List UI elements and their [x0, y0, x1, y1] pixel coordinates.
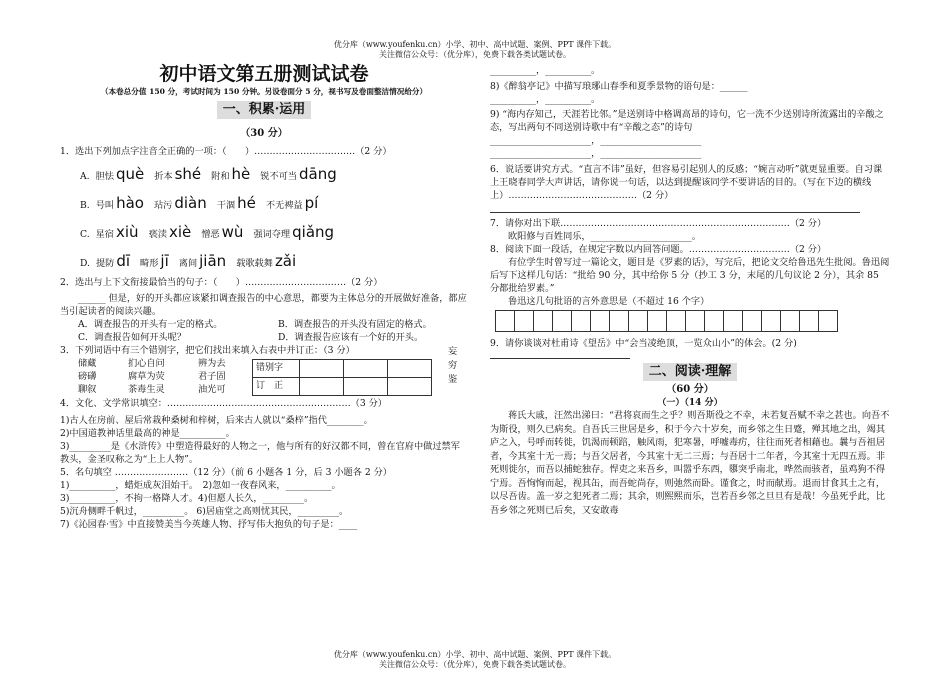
grid-cell[interactable] — [799, 310, 819, 332]
grid-cell[interactable] — [609, 310, 629, 332]
q3-table-cell[interactable] — [300, 378, 344, 396]
option-label: A. — [80, 171, 90, 182]
q3-table-cell[interactable] — [388, 360, 432, 378]
option-word: 附和 — [211, 171, 230, 182]
question-7: 7．请你对出下联…………………………………………………………………（2 分） — [490, 218, 827, 229]
question-8-text: 有位学生时曾写过一篇论文，题目是《罗素的话》，写完后，把论文交给鲁迅先生批阅。鲁迅阅后写下这样几句话：“批给 90 分，其中给你 5 分（抄工 3 分，末尾的几句议论 2 分），其余 85 分都批给罗素。” — [490, 257, 890, 294]
q3-table-cell[interactable] — [344, 360, 388, 378]
page-footer — [0, 650, 950, 670]
section-1-score: （30 分） — [240, 128, 288, 139]
grid-cell[interactable] — [704, 310, 724, 332]
section-2-score: （60 分） — [666, 384, 714, 395]
section-2-subscore: （一）（14 分） — [657, 398, 723, 408]
option-word: 不无裨益 — [265, 200, 303, 211]
pinyin: dāng — [299, 165, 337, 183]
page-header — [0, 40, 950, 60]
pinyin: wù — [221, 223, 244, 241]
option-word: 胆怯 — [95, 171, 114, 182]
grid-cell[interactable] — [742, 310, 762, 332]
grid-cell[interactable] — [514, 310, 534, 332]
q3-word: 油光可 — [198, 384, 226, 395]
right-column — [490, 64, 890, 517]
q3-word: 磅礴 — [78, 371, 97, 382]
grid-cell[interactable] — [761, 310, 781, 332]
grid-cell[interactable] — [552, 310, 572, 332]
question-2-text: ______ 但是，好的开头都应该紧扣调查报告的中心意思，都要为主体总分的开展做好准备，都应当引起读者的阅读兴趣。 — [60, 293, 467, 317]
q6-answer-line[interactable] — [490, 202, 860, 213]
pinyin: pí — [304, 194, 319, 212]
question-6: 6．说话要讲究方式。“直言不讳”虽好，但容易引起别人的反感；“婉言动听”就更显重要。自习课上王晓春同学大声讲话，请你说一句话，以达到提醒该同学不要讲话的目的。（写在下边的横线上）……………………………………（2 分） — [490, 164, 883, 201]
q2-option-a: A．调查报告的开头有一定的格式。 — [78, 319, 223, 330]
q2-option-b: B．调查报告的开头没有固定的格式。 — [278, 319, 432, 330]
option-word: 号叫 — [95, 200, 115, 211]
grid-cell[interactable] — [647, 310, 667, 332]
option-word: 载歌载舞 — [236, 258, 273, 269]
exam-title: 初中语文第五册测试试卷 — [159, 63, 369, 85]
question-4-3: 3)_________是《水浒传》中塑造得最好的人物之一，他与所有的好汉都不同，曾在官府中做过禁军教头，金圣叹称之为“上上人物”。 — [60, 441, 460, 465]
question-2: 2．选出与上下文衔接最恰当的句子：（ ）……………………………（2 分） — [60, 277, 383, 288]
question-4: 4．文化、文学常识填空：……………………………………………………（3 分） — [60, 398, 387, 409]
grid-cell[interactable] — [495, 310, 515, 332]
pinyin: xiù — [116, 223, 139, 241]
ancient-text: 蒋氏大戚，汪然出涕曰：“君将哀而生之乎？则吾斯役之不幸，未若复吾赋不幸之甚也。向吾不为斯役，则久已病矣。自吾氏三世居是乡，积于今六十岁矣，而乡邻之生日蹙，殚其地之出，竭其庐之入，号呼而转徙，饥渴而顿踣，触风雨，犯寒暑，呼嘘毒疠，往往而死者相藉也。曩与吾祖居者，今其室十无一焉；与吾父居者，今其室十无二三焉；与吾居十二年者，今其室十无四五焉。非死则徙尔，而吾以捕蛇独存。悍吏之来吾乡，叫嚣乎东西，隳突乎南北，哗然而骇者，虽鸡狗不得宁焉。吾恂恂而起，视其缶，而吾蛇尚存，则弛然而卧。谨食之，时而献焉。退而甘食其土之有，以尽吾齿。盖一岁之犯死者二焉；其余，则熙熙而乐，岂若吾乡邻之旦旦有是哉！今虽死乎此，比吾乡邻之死则已后矣，又安敢毒 — [490, 410, 890, 516]
section-1-title: 一、积累·运用 — [217, 101, 312, 119]
option-word: 星宿 — [95, 229, 114, 240]
q1-option — [80, 189, 468, 218]
q2-option-c: C．调查报告如何开头呢？ — [78, 332, 187, 343]
q2-option-d: D．调查报告应该有一个好的开头。 — [278, 332, 424, 343]
question-5: 5．名句填空 ……………………（12 分）（前 6 小题各 1 分，后 3 小题各 2 分） — [60, 467, 392, 478]
grid-cell[interactable] — [533, 310, 553, 332]
grid-cell[interactable] — [685, 310, 705, 332]
q1-option — [80, 218, 468, 247]
grid-cell[interactable] — [780, 310, 800, 332]
q3-right-char: 鉴 — [448, 374, 458, 385]
q1-option — [80, 247, 468, 276]
q3-right-char: 穷 — [448, 360, 458, 371]
q3-table-wrong-label: 错别字 — [253, 360, 300, 378]
option-word: 畸形 — [140, 258, 159, 269]
pinyin: què — [115, 165, 145, 183]
q3-answer-table — [252, 359, 432, 396]
pinyin: hé — [237, 194, 256, 212]
question-1-options — [60, 160, 468, 276]
left-column — [60, 62, 468, 531]
option-word: 提防 — [95, 258, 115, 269]
grid-cell[interactable] — [590, 310, 610, 332]
footer-line-2: 关注微信公众号：（优分库），免费下载各类试题试卷。 — [379, 660, 571, 669]
q9-answer-line[interactable] — [490, 350, 630, 359]
section-2-title: 二、阅读·理解 — [643, 363, 738, 381]
option-label: C. — [80, 229, 90, 240]
question-5-9-blank-2: ______________________，______________________ — [490, 148, 702, 159]
question-5-4: 7)《沁园春·雪》中直接赞美当今英雄人物、抒写伟大抱负的句子是：____ — [60, 519, 358, 530]
question-5-9-blank-1: ______________________，______________________ — [490, 135, 702, 146]
q3-word: 聊叙 — [78, 384, 97, 395]
question-2-options — [60, 318, 468, 344]
option-label: B. — [80, 200, 90, 211]
option-word: 锐不可当 — [260, 171, 298, 182]
grid-cell[interactable] — [628, 310, 648, 332]
question-5-8-blank: __________，__________。 — [490, 94, 601, 105]
pinyin: qiǎng — [292, 223, 335, 241]
option-word: 离间 — [178, 258, 198, 269]
question-9: 9．请你谈谈对杜甫诗《望岳》中“会当凌绝顶，一览众山小”的体会。(2 分) — [490, 338, 797, 349]
q3-right-char: 妄 — [448, 346, 458, 357]
answer-grid[interactable] — [496, 310, 890, 332]
header-line-2: 关注微信公众号：（优分库），免费下载各类试题试卷。 — [379, 50, 571, 59]
question-8: 8．阅读下面一段话，在规定字数以内回答问题。……………………………（2 分） — [490, 244, 827, 255]
question-5-3: 5)沉舟侧畔千帆过，_________。 6)居庙堂之高则忧其民，_________。 — [60, 506, 349, 517]
question-7-couplet: 欧阳修与百姓同乐，______________________。 — [508, 231, 701, 242]
question-4-1: 1)古人在房前、屋后常栽种桑树和梓树，后来古人就以“桑梓”指代________。 — [60, 415, 373, 426]
footer-line-1: 优分库（www.youfenku.cn）小学、初中、高中试题、案例、PPT 课件下载。 — [333, 650, 617, 659]
question-5-8: 8)《醉翁亭记》中描写琅琊山春季和夏季景物的语句是：______ — [490, 81, 748, 92]
pinyin: jiān — [199, 252, 227, 270]
q3-word: 茶毒生灵 — [128, 384, 165, 395]
pinyin: jī — [160, 252, 169, 270]
question-4-2: 2)中国道教神话里最高的神是__________。 — [60, 428, 235, 439]
pinyin: hào — [116, 194, 144, 212]
q3-table-correct-label: 订 正 — [253, 378, 300, 396]
pinyin: zǎi — [274, 252, 297, 270]
question-1: 1．选出下列加点字注音全正确的一项：（ ）……………………………（2 分） — [60, 146, 392, 157]
q3-word: 腐草为荧 — [128, 371, 165, 382]
q3-word: 辨为去 — [198, 358, 226, 369]
q3-word: 扪心自问 — [128, 358, 165, 369]
q3-table-cell[interactable] — [300, 360, 344, 378]
grid-cell[interactable] — [818, 310, 838, 332]
q3-word: 君子固 — [198, 371, 226, 382]
question-5-9: 9) “海内存知己，天涯若比邻。”是送别诗中格调高昂的诗句，它一洗不少送别诗所流露出的辛酸之态，写出两句不同送别诗歌中有“辛酸之态”的诗句 — [490, 109, 884, 133]
exam-note: （本卷总分值 150 分，考试时间为 150 分钟。另设卷面分 5 分，视书写及卷面整洁情况给分） — [100, 87, 428, 96]
q3-table-cell[interactable] — [388, 378, 432, 396]
option-word: 强词夺理 — [253, 229, 291, 240]
question-8-ask: 鲁迅这几句批语的言外意思是（不超过 16 个字） — [508, 296, 710, 307]
grid-cell[interactable] — [666, 310, 686, 332]
pinyin: shé — [174, 165, 202, 183]
option-word: 玷污 — [153, 200, 173, 211]
grid-cell[interactable] — [723, 310, 743, 332]
question-5-2: 3)__________，不拘一格降人才。4)但愿人长久，_________。 — [60, 493, 314, 504]
option-word: 折本 — [154, 171, 173, 182]
q5-7-blank: __________，__________。 — [490, 65, 601, 76]
q3-table-cell[interactable] — [344, 378, 388, 396]
option-word: 亵渎 — [148, 229, 167, 240]
q1-option — [80, 160, 468, 189]
pinyin: xiè — [168, 223, 192, 241]
question-3: 3．下列词语中有三个错别字，把它们找出来填入右表中并订正：（3 分） — [60, 345, 355, 356]
question-5-1: 1)__________，蜡炬成灰泪始干。 2)忽如一夜春风来，__________。 — [60, 480, 341, 491]
option-word: 干涸 — [216, 200, 236, 211]
pinyin: hè — [231, 165, 251, 183]
option-label: D. — [80, 258, 90, 269]
q3-word: 储藏 — [78, 358, 97, 369]
grid-cell[interactable] — [571, 310, 591, 332]
option-word: 憎恶 — [201, 229, 220, 240]
header-line-1: 优分库（www.youfenku.cn）小学、初中、高中试题、案例、PPT 课件下载。 — [333, 40, 617, 49]
pinyin: dī — [116, 252, 131, 270]
pinyin: diàn — [174, 194, 207, 212]
